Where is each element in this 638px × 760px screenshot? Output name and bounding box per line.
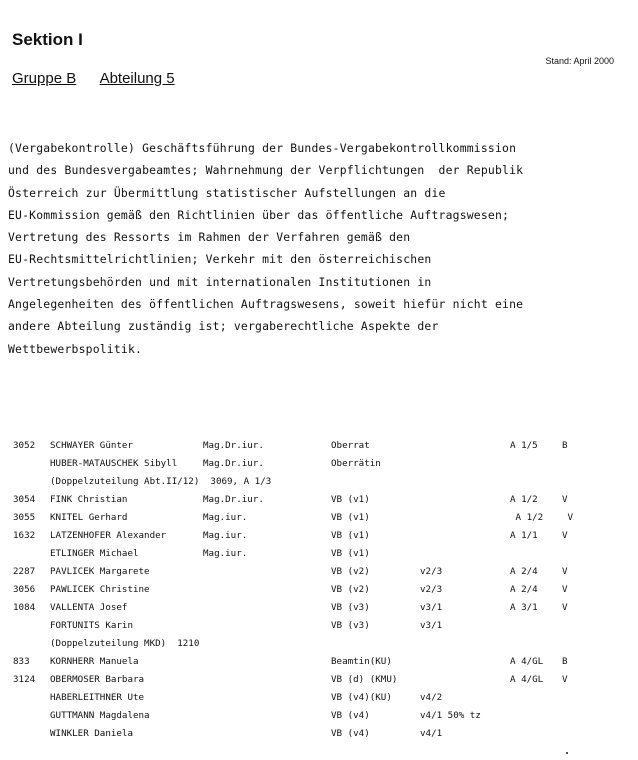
staff-title: Mag.iur. — [203, 512, 248, 523]
table-row — [0, 674, 638, 692]
staff-note: (Doppelzuteilung MKD) 1210 — [50, 638, 200, 649]
description-line: Wettbewerbspolitik. — [8, 341, 143, 356]
staff-number: 3056 — [13, 584, 36, 595]
staff-code: v3/1 — [420, 620, 443, 631]
staff-name: PAWLICEK Christine — [50, 584, 150, 595]
staff-name: GUTTMANN Magdalena — [50, 710, 150, 721]
staff-position: VB (v2) — [331, 584, 370, 595]
table-row — [0, 728, 638, 746]
table-row — [0, 620, 638, 638]
staff-number: 3124 — [13, 674, 36, 685]
staff-number: 833 — [13, 656, 30, 667]
staff-number: 3055 — [13, 512, 36, 523]
staff-status: V — [562, 566, 568, 577]
table-row — [0, 602, 638, 620]
staff-position: Beamtin(KU) — [331, 656, 392, 667]
group-heading — [12, 70, 195, 87]
staff-name: LATZENHOFER Alexander — [50, 530, 167, 541]
staff-position: VB (v3) — [331, 602, 370, 613]
table-row — [0, 476, 638, 494]
department-description — [8, 137, 633, 360]
description-line: andere Abteilung zuständig ist; vergaberechtliche Aspekte der — [8, 319, 439, 334]
staff-status: V — [562, 494, 568, 505]
table-row — [0, 548, 638, 566]
description-line: Vertretungsbehörden und mit internationalen Institutionen in — [8, 274, 432, 289]
description-line: EU-Rechtsmittelrichtlinien; Verkehr mit den österreichischen — [8, 252, 432, 267]
table-row — [0, 656, 638, 674]
staff-position: VB (v1) — [331, 512, 370, 523]
staff-code: v4/2 — [420, 692, 443, 703]
staff-grade: A 1/1 — [510, 530, 538, 541]
staff-position: VB (v1) — [331, 530, 370, 541]
description-line: Vertretung des Ressorts im Rahmen der Verfahren gemäß den — [8, 230, 411, 245]
staff-code: v2/3 — [420, 584, 443, 595]
staff-name: KNITEL Gerhard — [50, 512, 128, 523]
staff-number: 3052 — [13, 440, 36, 451]
stand-date: Stand: April 2000 — [545, 56, 614, 66]
staff-name: SCHWAYER Günter — [50, 440, 133, 451]
staff-position: VB (v1) — [331, 548, 370, 559]
staff-grade: A 1/5 — [510, 440, 538, 451]
staff-grade: A 2/4 — [510, 566, 538, 577]
table-row — [0, 530, 638, 548]
staff-name: ETLINGER Michael — [50, 548, 139, 559]
staff-status: V — [562, 530, 568, 541]
staff-title: Mag.iur. — [203, 548, 248, 559]
staff-number: 3054 — [13, 494, 36, 505]
table-row — [0, 458, 638, 476]
scan-speck — [566, 752, 568, 754]
staff-number: 2287 — [13, 566, 36, 577]
description-line: Angelegenheiten des öffentlichen Auftragswesens, soweit hiefür nicht eine — [8, 297, 524, 312]
table-row — [0, 440, 638, 458]
staff-status: V — [562, 602, 568, 613]
staff-name: FORTUNITS Karin — [50, 620, 133, 631]
staff-code: v2/3 — [420, 566, 443, 577]
staff-position: VB (v4)(KU) — [331, 692, 392, 703]
staff-grade: A 1/2 — [510, 512, 544, 523]
staff-code: v4/1 50% tz — [420, 710, 481, 721]
staff-name: HUBER-MATAUSCHEK Sibyll — [50, 458, 178, 469]
staff-position: VB (v1) — [331, 494, 370, 505]
staff-position: Oberrat — [331, 440, 370, 451]
staff-title: Mag.Dr.iur. — [203, 494, 264, 505]
table-row — [0, 494, 638, 512]
staff-position: VB (v2) — [331, 566, 370, 577]
staff-status: V — [562, 512, 574, 523]
description-line: und des Bundesvergabeamtes; Wahrnehmung der Verpflichtungen der Republik — [8, 163, 524, 178]
staff-name: KORNHERR Manuela — [50, 656, 139, 667]
staff-title: Mag.iur. — [203, 530, 248, 541]
table-row — [0, 584, 638, 602]
description-line: Österreich zur Übermittlung statistischer Aufstellungen an die — [8, 185, 446, 200]
gruppe-label: Gruppe B — [12, 70, 77, 87]
table-row — [0, 566, 638, 584]
staff-grade: A 2/4 — [510, 584, 538, 595]
staff-status: B — [562, 656, 568, 667]
staff-title: Mag.Dr.iur. — [203, 458, 264, 469]
staff-table — [0, 440, 638, 746]
staff-code: v4/1 — [420, 728, 443, 739]
description-line: (Vergabekontrolle) Geschäftsführung der Bundes-Vergabekontrollkommission — [8, 141, 517, 155]
table-row — [0, 638, 638, 656]
staff-grade: A 1/2 — [510, 494, 538, 505]
staff-code: v3/1 — [420, 602, 443, 613]
staff-status: V — [562, 674, 568, 685]
staff-status: V — [562, 584, 568, 595]
staff-position: VB (v4) — [331, 728, 370, 739]
staff-grade: A 3/1 — [510, 602, 538, 613]
staff-name: PAVLICEK Margarete — [50, 566, 150, 577]
staff-position: VB (d) (KMU) — [331, 674, 398, 685]
staff-note: (Doppelzuteilung Abt.II/12) 3069, A 1/3 — [50, 476, 272, 487]
staff-name: VALLENTA Josef — [50, 602, 128, 613]
staff-grade: A 4/GL — [510, 656, 544, 667]
staff-status: B — [562, 440, 568, 451]
staff-position: Oberrätin — [331, 458, 381, 469]
staff-position: VB (v4) — [331, 710, 370, 721]
table-row — [0, 512, 638, 530]
staff-name: HABERLEITHNER Ute — [50, 692, 145, 703]
staff-position: VB (v3) — [331, 620, 370, 631]
staff-grade: A 4/GL — [510, 674, 544, 685]
abteilung-label: Abteilung 5 — [99, 70, 175, 87]
staff-name: OBERMOSER Barbara — [50, 674, 145, 685]
table-row — [0, 692, 638, 710]
section-heading: Sektion I — [12, 30, 83, 49]
table-row — [0, 710, 638, 728]
staff-name: FINK Christian — [50, 494, 128, 505]
staff-name: WINKLER Daniela — [50, 728, 133, 739]
description-line: EU-Kommission gemäß den Richtlinien über das öffentliche Auftragswesen; — [8, 207, 510, 222]
staff-number: 1084 — [13, 602, 36, 613]
staff-title: Mag.Dr.iur. — [203, 440, 264, 451]
staff-number: 1632 — [13, 530, 36, 541]
